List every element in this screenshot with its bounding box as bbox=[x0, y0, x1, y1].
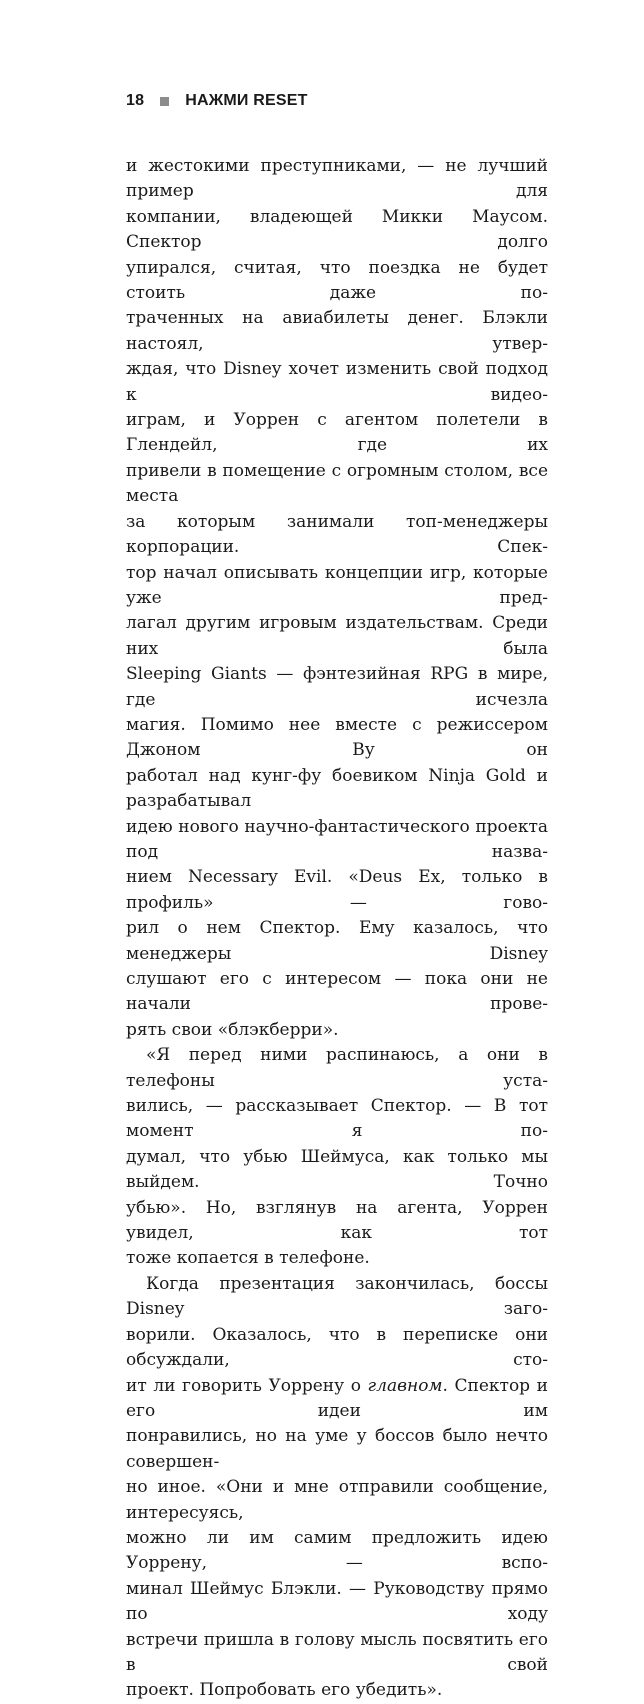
text-line: слушают его с интересом — пока они не начали прове- bbox=[126, 969, 548, 1015]
text-line bbox=[126, 1526, 548, 1577]
text-line bbox=[126, 1678, 548, 1703]
text-line: компании, владеющей Микки Маусом. Спектор долго bbox=[126, 206, 548, 253]
paragraph-2 bbox=[126, 1043, 548, 1272]
square-separator-icon bbox=[160, 97, 169, 106]
text-line: лагал другим игровым издательствам. Среди них была bbox=[126, 613, 548, 659]
text-line: ждая, что Disney хочет изменить свой подход к видео- bbox=[126, 359, 548, 405]
text-line: и жестокими преступниками, — не лучший пример для bbox=[126, 156, 548, 202]
text-line: идею нового научно-фантастического проекта под назва- bbox=[126, 816, 548, 862]
text-line: привели в помещение с огромным столом, все места bbox=[126, 460, 548, 507]
paragraph-1 bbox=[126, 154, 548, 1043]
text-line: магия. Помимо нее вместе с режиссером Джоном Ву он bbox=[126, 714, 548, 761]
text-line: за которым занимали топ-менеджеры корпорации. Спек- bbox=[126, 511, 548, 558]
text-segment: проект. Попробовать его убедить». bbox=[126, 1680, 443, 1701]
running-head bbox=[126, 90, 308, 112]
text-line: работал над кунг-фу боевиком Ninja Gold и разрабатывал bbox=[126, 765, 548, 812]
text-segment: ит ли говорить Уоррену о bbox=[126, 1375, 368, 1396]
text-line: тоже копается в телефоне. bbox=[126, 1248, 370, 1269]
text-line: убью». Но, взглянув на агента, Уоррен увидел, как тот bbox=[126, 1197, 548, 1244]
text-line: рил о нем Спектор. Ему казалось, что менеджеры Disney bbox=[126, 918, 548, 964]
text-line: упирался, считая, что поездка не будет стоить даже по- bbox=[126, 257, 548, 304]
text-segment: ворили. Оказалось, что в переписке они обсуждали, сто- bbox=[126, 1324, 548, 1371]
text-line bbox=[126, 1424, 548, 1475]
text-line: вились, — рассказывает Спектор. — В тот момент я по- bbox=[126, 1096, 548, 1142]
text-line bbox=[126, 1272, 548, 1323]
text-line bbox=[126, 1577, 548, 1628]
text-segment: встречи пришла в голову мысль посвятить его в свой bbox=[126, 1629, 548, 1675]
text-line: играм, и Уоррен с агентом полетели в Глендейл, где их bbox=[126, 410, 548, 456]
text-segment: можно ли им самим предложить идею Уоррену, — вспо- bbox=[126, 1527, 548, 1574]
text-line: «Я перед ними распинаюсь, а они в телефоны уста- bbox=[126, 1045, 548, 1091]
page-number: 18 bbox=[126, 92, 145, 109]
text-line bbox=[126, 1374, 548, 1425]
text-segment: понравились, но на уме у боссов было нечто совершен- bbox=[126, 1426, 548, 1472]
text-segment: Когда презентация закончилась, боссы Disney заго- bbox=[126, 1273, 548, 1320]
text-line: рять свои «блэкберри». bbox=[126, 1019, 339, 1040]
text-segment: но иное. «Они и мне отправили сообщение, интересуясь, bbox=[126, 1477, 548, 1523]
text-line bbox=[126, 1323, 548, 1374]
italic-word: главном bbox=[367, 1375, 443, 1396]
text-line: тор начал описывать концепции игр, которые уже пред- bbox=[126, 562, 548, 608]
text-segment: . Спектор и его идеи им bbox=[126, 1375, 548, 1421]
text-line: нием Necessary Evil. «Deus Ex, только в профиль» — гово- bbox=[126, 867, 548, 913]
text-line bbox=[126, 1628, 548, 1679]
text-line: Sleeping Giants — фэнтезийная RPG в мире, где исчезла bbox=[126, 664, 548, 710]
text-line: траченных на авиабилеты денег. Блэкли настоял, утвер- bbox=[126, 308, 548, 354]
text-line: думал, что убью Шеймуса, как только мы выйдем. Точно bbox=[126, 1146, 548, 1193]
text-line bbox=[126, 1475, 548, 1526]
book-title: НАЖМИ RESET bbox=[185, 92, 308, 109]
paragraph-3 bbox=[126, 1272, 548, 1704]
body-text bbox=[126, 154, 548, 1704]
text-segment: минал Шеймус Блэкли. — Руководству прямо по ходу bbox=[126, 1578, 548, 1625]
